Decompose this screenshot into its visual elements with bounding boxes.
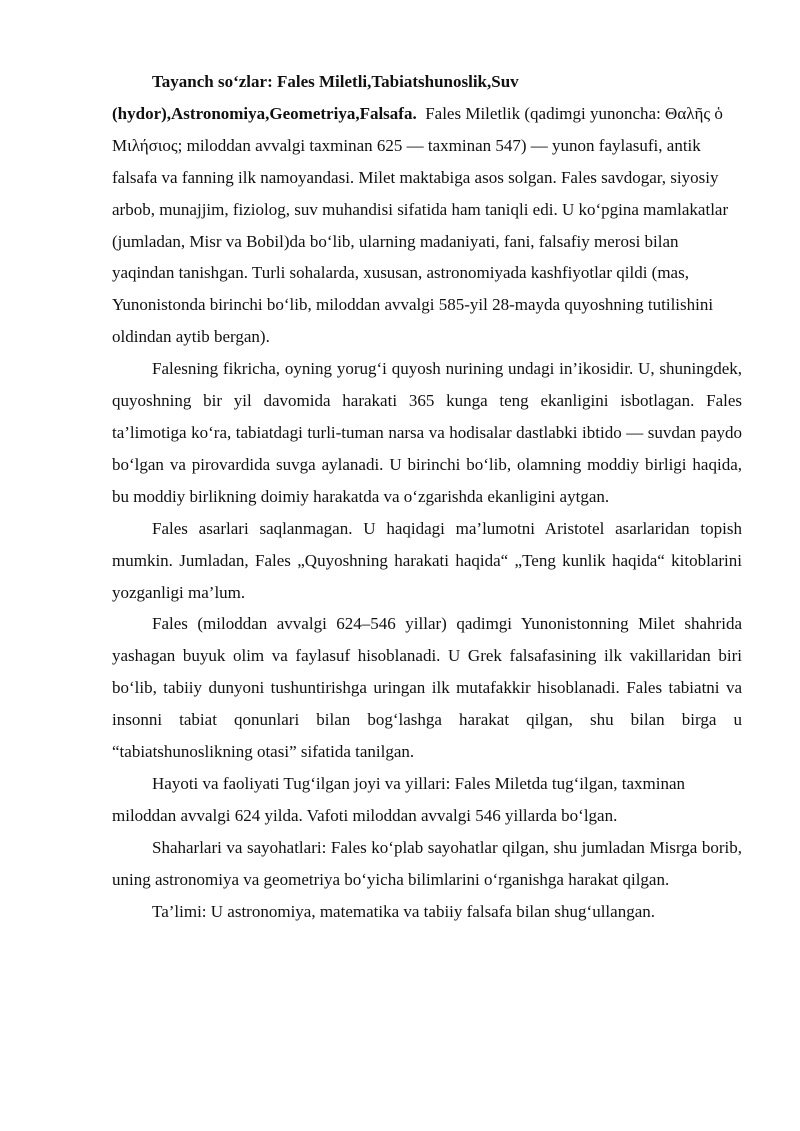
intro-paragraph <box>112 66 742 353</box>
paragraph-travels: Shaharlari va sayohatlari: Fales ko‘plab sayohatlar qilgan, shu jumladan Misrga borib, uning astronomiya va geometriya bo‘yicha bilimlarini o‘rganishga harakat qilgan. <box>112 837 742 889</box>
paragraph-education: Ta’limi: U astronomiya, matematika va tabiiy falsafa bilan shug‘ullangan. <box>152 901 655 921</box>
paragraph-life-dates: Hayoti va faoliyati Tug‘ilgan joyi va yillari: Fales Miletda tug‘ilgan, taxminan miloddan avvalgi 624 yilda. Vafoti miloddan avvalgi 546 yillarda bo‘lgan. <box>112 773 686 825</box>
paragraph-works: Fales asarlari saqlanmagan. U haqidagi ma’lumotni Aristotel asarlaridan topish mumkin. Jumladan, Fales „Quyoshning harakati haqida“ „Teng kunlik haqida“ kitoblarini yozganligi ma’lum. <box>112 518 742 602</box>
document-page <box>112 66 742 927</box>
paragraph-biography: Fales (miloddan avvalgi 624–546 yillar) qadimgi Yunonistonning Milet shahrida yashagan buyuk olim va faylasuf hisoblanadi. U Grek falsafasining ilk vakillaridan biri bo‘lib, tabiiy dunyoni tushuntirishga uringan ilk mutafakkir hisoblanadi. Fales tabiatni va insonni tabiat qonunlari bilan bog‘lashga harakat qilgan, shu bilan birga u “tabiatshunoslikning otasi” sifatida tanilgan. <box>112 614 742 762</box>
paragraph-moon-light: Falesning fikricha, oyning yorug‘i quyosh nurining undagi in’ikosidir. U, shuningdek, quyoshning bir yil davomida harakati 365 kunga teng ekanligini isbotlagan. Fales ta’limotiga ko‘ra, tabiatdagi turli-tuman narsa va hodisalar dastlabki ibtido — suvdan paydo bo‘lgan va pirovardida suvga aylanadi. U birinchi bo‘lib, olamning moddiy birligi haqida, bu moddiy birlikning doimiy harakatda va o‘zgarishda ekanligini aytgan. <box>112 359 742 506</box>
intro-text: Fales Miletlik (qadimgi yunoncha: Θαλῆς ὁ Μιλήσιος; miloddan avvalgi taxminan 625 — taxminan 547) — yunon faylasufi, antik falsafa va fanning ilk namoyandasi. Milet maktabiga asos solgan. Fales savdogar, siyosiy arbob, munajjim, fiziolog, suv muhandisi sifatida ham taniqli edi. U ko‘pgina mamlakatlar (jumladan, Misr va Bobil)da bo‘lib, ularning madaniyati, fani, falsafiy merosi bilan yaqindan tanishgan. Turli sohalarda, xususan, astronomiyada kashfiyotlar qildi (mas, Yunonistonda birinchi bo‘lib, miloddan avvalgi 585-yil 28-mayda quyoshning tutilishini oldindan aytib bergan). <box>112 103 729 347</box>
keywords-label: Tayanch so‘zlar: Fales Miletli,Tabiatshunoslik,Suv (hydor),Astronomiya,Geometriya,Falsafa. <box>112 72 519 123</box>
